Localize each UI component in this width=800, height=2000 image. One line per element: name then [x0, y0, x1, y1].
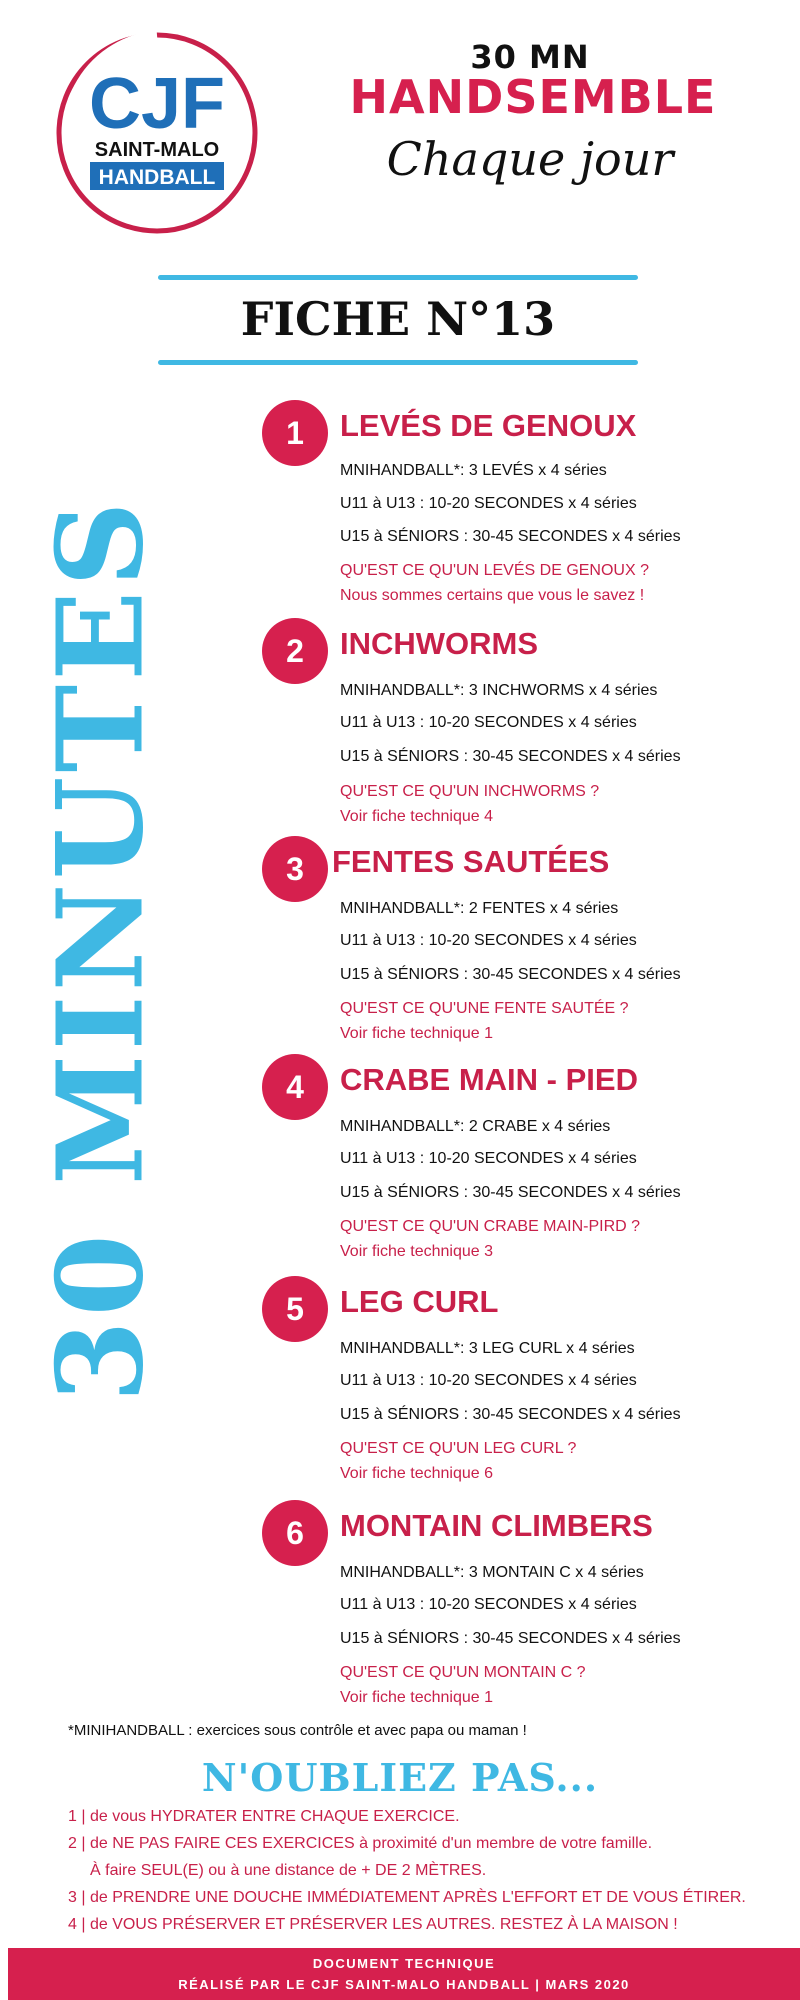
- exercise-answer: Voir fiche technique 3: [340, 1243, 493, 1260]
- exercise-question: QU'EST CE QU'UN LEG CURL ?: [340, 1440, 577, 1457]
- exercise-question: QU'EST CE QU'UN CRABE MAIN-PIRD ?: [340, 1218, 641, 1235]
- exercise-title: FENTES SAUTÉES: [332, 844, 610, 879]
- exercise-u11-line: U11 à U13 : 10-20 SECONDES x 4 séries: [340, 1596, 637, 1613]
- exercise-u11-line: U11 à U13 : 10-20 SECONDES x 4 séries: [340, 1372, 637, 1389]
- reminder-item: 4 | de VOUS PRÉSERVER ET PRÉSERVER LES AUTRES. RESTEZ À LA MAISON !: [68, 1916, 678, 1933]
- exercise-question: QU'EST CE QU'UN MONTAIN C ?: [340, 1664, 586, 1681]
- exercise-title: LEG CURL: [340, 1284, 499, 1319]
- reminder-item: 1 | de vous HYDRATER ENTRE CHAQUE EXERCICE.: [68, 1808, 460, 1825]
- divider-bottom: [158, 360, 638, 365]
- exercise-mini-line: MNIHANDBALL*: 2 CRABE x 4 séries: [340, 1118, 611, 1135]
- exercise-mini-line: MNIHANDBALL*: 2 FENTES x 4 séries: [340, 900, 619, 917]
- exercise-answer: Voir fiche technique 6: [340, 1465, 493, 1482]
- logo-line1: SAINT-MALO: [94, 139, 220, 161]
- vertical-banner: [30, 497, 170, 1403]
- reminder-item: 3 | de PRENDRE UNE DOUCHE IMMÉDIATEMENT APRÈS L'EFFORT ET DE VOUS ÉTIRER.: [68, 1889, 746, 1906]
- header-line1: 30 MN: [470, 38, 590, 76]
- exercise-u15-line: U15 à SÉNIORS : 30-45 SECONDES x 4 séries: [340, 528, 681, 545]
- footer-banner: [8, 1948, 800, 2000]
- exercise-u15-line: U15 à SÉNIORS : 30-45 SECONDES x 4 séries: [340, 1630, 681, 1647]
- exercise-u15-line: U15 à SÉNIORS : 30-45 SECONDES x 4 séries: [340, 1406, 681, 1423]
- exercise-u15-line: U15 à SÉNIORS : 30-45 SECONDES x 4 séries: [340, 966, 681, 983]
- exercise-question: QU'EST CE QU'UN INCHWORMS ?: [340, 783, 600, 800]
- fiche-title: FICHE N°13: [240, 292, 556, 346]
- exercise-mini-line: MNIHANDBALL*: 3 MONTAIN C x 4 séries: [340, 1564, 644, 1581]
- exercise-u11-line: U11 à U13 : 10-20 SECONDES x 4 séries: [340, 1150, 637, 1167]
- exercise-title: CRABE MAIN - PIED: [340, 1062, 638, 1097]
- header-title: HANDSEMBLE: [349, 70, 717, 124]
- footer-line2: RÉALISÉ PAR LE CJF SAINT-MALO HANDBALL | MARS 2020: [178, 1977, 630, 1992]
- reminder-item: 2 | de NE PAS FAIRE CES EXERCICES à proximité d'un membre de votre famille.: [68, 1835, 653, 1852]
- exercise-number-badge: 4: [262, 1054, 328, 1120]
- exercise-u11-line: U11 à U13 : 10-20 SECONDES x 4 séries: [340, 932, 637, 949]
- exercise-title: MONTAIN CLIMBERS: [340, 1508, 653, 1543]
- club-logo: [52, 28, 262, 238]
- divider-top: [158, 275, 638, 280]
- exercise-title: LEVÉS DE GENOUX: [340, 408, 637, 443]
- exercise-u11-line: U11 à U13 : 10-20 SECONDES x 4 séries: [340, 495, 637, 512]
- exercise-number-badge: 3: [262, 836, 328, 902]
- exercise-number-badge: 1: [262, 400, 328, 466]
- exercise-mini-line: MNIHANDBALL*: 3 INCHWORMS x 4 séries: [340, 682, 658, 699]
- footnote: *MINIHANDBALL : exercices sous contrôle et avec papa ou maman !: [68, 1722, 527, 1739]
- exercise-answer: Voir fiche technique 1: [340, 1689, 493, 1706]
- logo-letters: CJF: [88, 64, 226, 144]
- header-tagline: Chaque jour: [386, 132, 674, 186]
- exercise-u11-line: U11 à U13 : 10-20 SECONDES x 4 séries: [340, 714, 637, 731]
- exercise-question: QU'EST CE QU'UNE FENTE SAUTÉE ?: [340, 1000, 629, 1017]
- exercise-mini-line: MNIHANDBALL*: 3 LEG CURL x 4 séries: [340, 1340, 635, 1357]
- exercise-title: INCHWORMS: [340, 626, 539, 661]
- reminder-item: À faire SEUL(E) ou à une distance de + DE 2 MÈTRES.: [90, 1862, 487, 1879]
- exercise-u15-line: U15 à SÉNIORS : 30-45 SECONDES x 4 séries: [340, 1184, 681, 1201]
- exercise-number-badge: 6: [262, 1500, 328, 1566]
- vertical-banner-text: 30 MINUTES: [30, 497, 170, 1403]
- reminder-heading: N'OUBLIEZ PAS...: [201, 1755, 599, 1800]
- exercise-number-badge: 5: [262, 1276, 328, 1342]
- exercise-answer: Nous sommes certains que vous le savez !: [340, 587, 645, 604]
- exercise-u15-line: U15 à SÉNIORS : 30-45 SECONDES x 4 séries: [340, 748, 681, 765]
- exercise-answer: Voir fiche technique 4: [340, 808, 493, 825]
- logo-line2: HANDBALL: [98, 166, 216, 189]
- exercise-question: QU'EST CE QU'UN LEVÉS DE GENOUX ?: [340, 562, 649, 579]
- exercise-answer: Voir fiche technique 1: [340, 1025, 493, 1042]
- exercise-mini-line: MNIHANDBALL*: 3 LEVÉS x 4 séries: [340, 462, 607, 479]
- reminder-list: [68, 1808, 788, 1943]
- footer-line1: DOCUMENT TECHNIQUE: [312, 1956, 496, 1971]
- exercise-number-badge: 2: [262, 618, 328, 684]
